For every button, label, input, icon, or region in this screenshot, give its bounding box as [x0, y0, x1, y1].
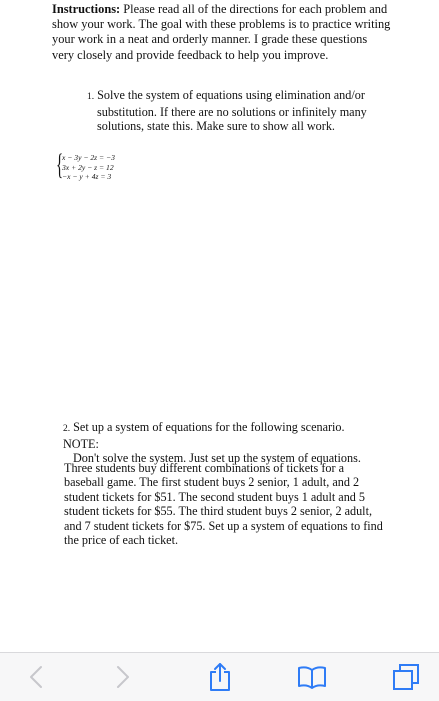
instructions-text: Please read all of the directions for each problem and show your work. The goal with these problems is to practice writing your work in a neat and orderly manner. I grade these questions very closely and provide feedback to help you improve.: [52, 2, 391, 62]
back-chevron-icon: [29, 665, 43, 689]
problem-2-scenario: Three students buy different combinations of tickets for a baseball game. The first student buys 2 senior, 1 adult, and 2 student tickets for $51. The second student buys 1 adult and 5 student tickets for $55. The third student buys 2 senior, 2 adult, and 7 student tickets for $75. Set up a system of equations to find the price of each ticket.: [64, 461, 383, 548]
equation-3: −x − y + 4z = 3: [62, 172, 112, 182]
system-brace: {: [56, 148, 64, 181]
problem-2-text-rest: Don't solve the system. Just set up the system of equations.: [73, 451, 361, 466]
forward-button[interactable]: [101, 653, 145, 701]
tabs-button[interactable]: [384, 653, 428, 701]
equation-2: 3x + 2y − z = 12: [62, 162, 114, 172]
problem-1-text-rest: substitution. If there are no solutions or infinitely many solutions, state this. Make sure to show all work.: [97, 104, 367, 134]
forward-chevron-icon: [116, 665, 130, 689]
problem-1-text-line1: Solve the system of equations using elimination and/or: [97, 88, 365, 102]
equation-system: [56, 148, 115, 182]
back-button[interactable]: [14, 653, 58, 701]
equation-list: [62, 153, 115, 182]
problem-1: [87, 88, 377, 134]
problem-2-text-line1: Set up a system of equations for the following scenario. NOTE:: [63, 420, 345, 451]
instructions-label: Instructions:: [52, 2, 121, 16]
problem-1-number: 1.: [87, 92, 95, 102]
bookmarks-icon: [297, 665, 327, 689]
share-icon: [208, 662, 232, 692]
tabs-icon: [392, 663, 420, 691]
bookmarks-button[interactable]: [290, 653, 334, 701]
problem-2: [63, 420, 383, 466]
browser-toolbar: [0, 652, 439, 701]
problem-2-number: 2.: [63, 424, 71, 434]
share-button[interactable]: [198, 653, 242, 701]
equation-1: x − 3y − 2z = −3: [62, 153, 115, 162]
instructions-paragraph: [52, 2, 392, 63]
